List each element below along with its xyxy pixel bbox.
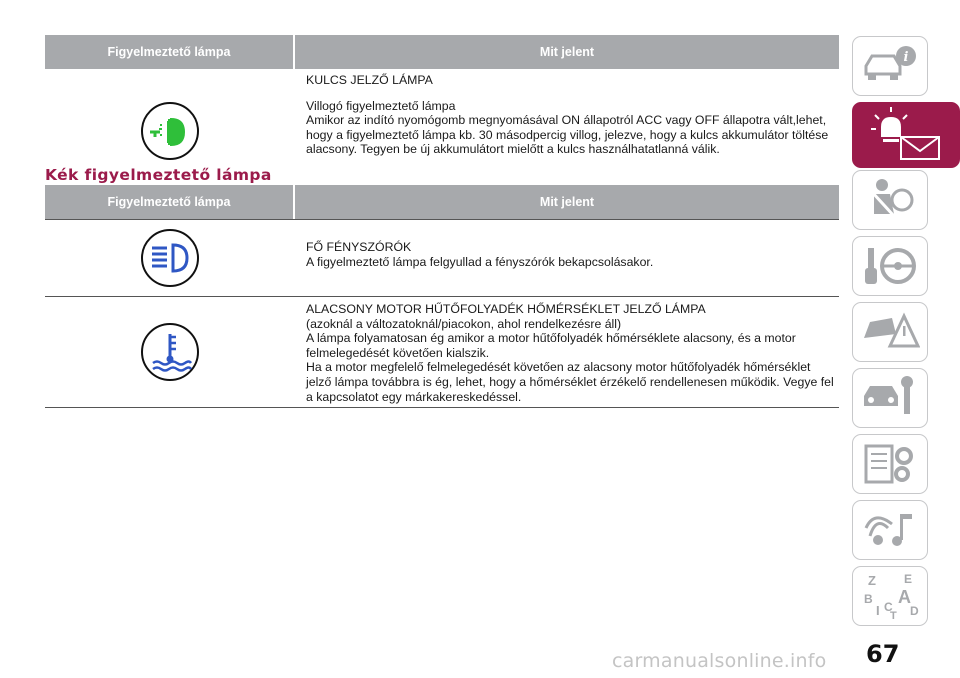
- music-note-icon: [860, 506, 920, 554]
- lamp-description-line: a kapcsolatot egy márkakereskedéssel.: [306, 389, 522, 404]
- table-header: [45, 35, 839, 69]
- lamp-description-line: jelző lámpa továbbra is ég, lehet, hogy a hőmérséklet érzékelő rendellenesen működik. Vegye fel: [306, 374, 834, 389]
- lamp-description-line: hogy a figyelmeztető lámpa kb. 30 másodpercig villog, jelezve, hogy a kulcs akkumulátor töltése: [306, 127, 829, 142]
- maintenance-tab[interactable]: [852, 368, 928, 428]
- watermark: carmanualsonline.info: [612, 650, 827, 672]
- technical-data-tab[interactable]: [852, 434, 928, 494]
- column-header-meaning: Mit jelent: [539, 195, 595, 209]
- lamp-description-line: Ha a motor megfelelő felmelegedését követően az alacsony motor hűtőfolyadék hőmérséklet: [306, 360, 811, 375]
- column-header-meaning: Mit jelent: [539, 45, 595, 59]
- index-letter: A: [898, 587, 911, 607]
- multimedia-tab[interactable]: [852, 500, 928, 560]
- alphabet-index-icon: [860, 571, 920, 621]
- car-info-icon: [860, 44, 920, 88]
- column-header-lamp: Figyelmeztető lámpa: [107, 195, 231, 209]
- index-letter: I: [876, 603, 880, 618]
- coolant-temperature-icon: [140, 322, 200, 382]
- lamp-description-line: A figyelmeztető lámpa felgyullad a fényszórók bekapcsolásakor.: [306, 254, 654, 269]
- high-beam-icon: [140, 228, 200, 288]
- lamp-description-line: A lámpa folyamatosan ég amikor a motor hűtőfolyadék hőmérséklete alacsony, és a motor: [306, 331, 796, 346]
- car-accident-warning-icon: [860, 308, 920, 356]
- lamp-title: KULCS JELZŐ LÁMPA: [306, 73, 433, 87]
- table-header: [45, 185, 839, 219]
- page-number: 67: [866, 640, 900, 668]
- emergency-tab[interactable]: [852, 302, 928, 362]
- index-letter: C: [884, 600, 893, 614]
- driving-tab[interactable]: [852, 236, 928, 296]
- index-tab[interactable]: [852, 566, 928, 626]
- index-letter: E: [904, 572, 913, 586]
- lamp-description-line: felmelegedését követően kialszik.: [306, 345, 490, 360]
- seatbelt-airbag-icon: [860, 176, 920, 224]
- table-row: [45, 297, 839, 408]
- index-letter: D: [910, 604, 919, 618]
- table-row: [45, 220, 839, 297]
- lamp-title: FŐ FÉNYSZÓRÓK: [306, 240, 412, 254]
- safety-tab[interactable]: [852, 170, 928, 230]
- list-gears-icon: [860, 440, 920, 488]
- blue-lamp-table: [45, 185, 839, 408]
- warning-lights-tab[interactable]: [852, 102, 960, 168]
- lamp-description-line: alacsony. Tegyen be új akkumulátort mielőtt a kulcs használhatatlanná válik.: [306, 142, 720, 157]
- lamp-title: ALACSONY MOTOR HŰTŐFOLYADÉK HŐMÉRSÉKLET JELZŐ LÁMPA: [306, 302, 706, 316]
- key-warning-lamp-icon: [140, 101, 200, 161]
- lamp-description-line: (azoknál a változatoknál/piacokon, ahol rendelkezésre áll): [306, 316, 622, 331]
- car-wrench-icon: [860, 374, 920, 422]
- index-letter: B: [864, 592, 873, 606]
- index-letter: Z: [868, 573, 876, 588]
- warning-lamp-message-icon: [861, 107, 951, 163]
- lamp-subtitle: Villogó figyelmeztető lámpa: [306, 98, 456, 113]
- section-title: Kék figyelmeztető lámpa: [45, 166, 272, 184]
- column-header-lamp: Figyelmeztető lámpa: [107, 45, 231, 59]
- lamp-description-line: Amikor az indító nyomógomb megnyomásával ON állapotról ACC vagy OFF állapotra vált,lehet,: [306, 113, 827, 128]
- key-steering-wheel-icon: [860, 242, 920, 290]
- car-info-tab[interactable]: [852, 36, 928, 96]
- svg-text:i: i: [903, 50, 909, 65]
- index-letter: T: [890, 610, 897, 621]
